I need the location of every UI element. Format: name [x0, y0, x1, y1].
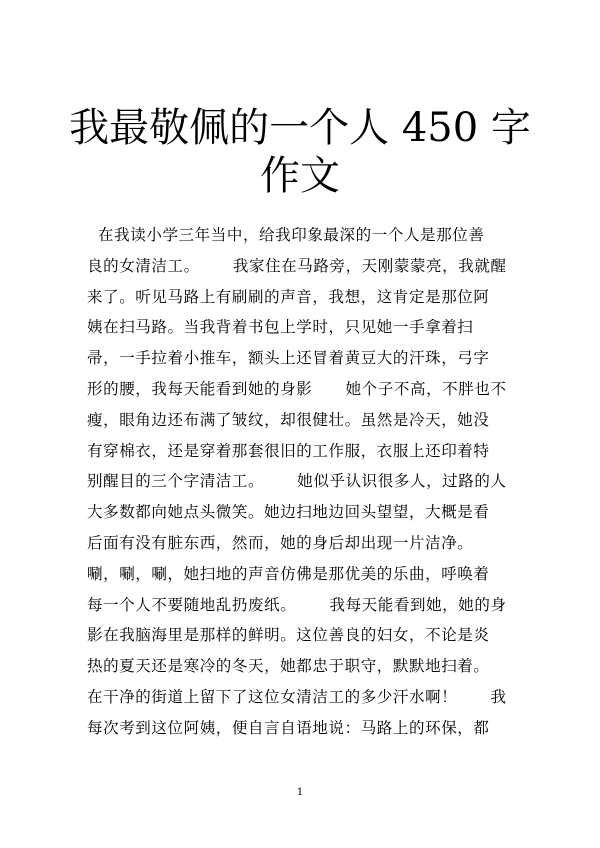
body-line: 唰，唰，唰，她扫地的声音仿佛是那优美的乐曲，呼唤着 — [87, 564, 490, 583]
body-line: 后面有没有脏东西，然而，她的身后却出现一片洁净。 — [87, 533, 474, 552]
body-line: 在干净的街道上留下了这位女清洁工的多少汗水啊！ 我 — [87, 687, 507, 706]
body-line: 热的夏天还是寒冷的冬天，她都忠于职守，默默地扫着。 — [87, 657, 490, 676]
body-line: 瘦，眼角边还布满了皱纹，却很健壮。虽然是冷天，她没 — [87, 410, 490, 429]
body-line: 大多数都向她点头微笑。她边扫地边回头望望，大概是看 — [87, 503, 490, 522]
body-line: 每次考到这位阿姨，便自言自语地说：马路上的环保，都 — [87, 718, 490, 737]
body-line: 影在我脑海里是那样的鲜明。这位善良的妇女，不论是炎 — [87, 626, 490, 645]
body-line: 每一个人不要随地乱扔废纸。 我每天能看到她，她的身 — [87, 595, 507, 614]
body-line: 别醒目的三个字清洁工。 她似乎认识很多人，过路的人 — [87, 472, 507, 491]
essay-title — [60, 104, 540, 200]
page-number: 1 — [296, 787, 304, 798]
body-line: 在我读小学三年当中，给我印象最深的一个人是那位善 — [87, 226, 485, 244]
essay-body — [87, 220, 519, 744]
body-line: 姨在扫马路。当我背着书包上学时，只见她一手拿着扫 — [87, 318, 474, 337]
body-line: 良的女清洁工。 我家住在马路旁，天刚蒙蒙亮，我就醒 — [87, 256, 507, 275]
body-line: 有穿棉衣，还是穿着那套很旧的工作服，衣服上还印着特 — [87, 441, 490, 460]
body-line: 帚，一手拉着小推车，额头上还冒着黄豆大的汗珠，弓字 — [87, 349, 490, 368]
body-line: 形的腰，我每天能看到她的身影 她个子不高，不胖也不 — [87, 379, 507, 398]
title-line-1: 我最敬佩的一个人 450 字 — [69, 105, 531, 151]
title-line-2: 作文 — [260, 153, 340, 199]
body-line: 来了。听见马路上有刷刷的声音，我想，这肯定是那位阿 — [87, 287, 490, 306]
